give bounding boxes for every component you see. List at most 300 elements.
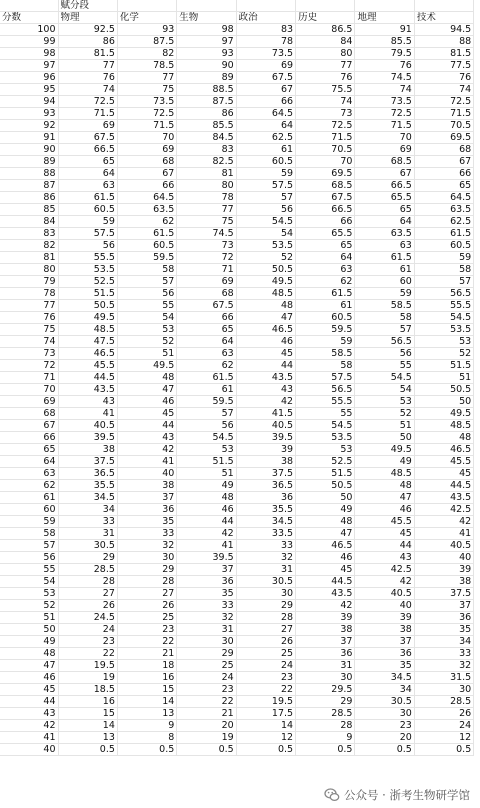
value-cell[interactable]: 71.5 [414,108,473,120]
value-cell[interactable]: 79.5 [355,48,414,60]
value-cell[interactable]: 43.5 [236,372,295,384]
value-cell[interactable]: 43 [355,552,414,564]
score-cell[interactable]: 77 [0,300,58,312]
value-cell[interactable]: 48.5 [58,324,117,336]
score-cell[interactable]: 95 [0,84,58,96]
value-cell[interactable]: 35 [355,660,414,672]
value-cell[interactable]: 71.5 [296,132,355,144]
value-cell[interactable]: 81 [177,168,236,180]
score-cell[interactable]: 41 [0,732,58,744]
value-cell[interactable]: 20 [355,732,414,744]
value-cell[interactable]: 52 [117,336,176,348]
value-cell[interactable]: 61.5 [58,192,117,204]
score-cell[interactable]: 40 [0,744,58,756]
value-cell[interactable]: 47 [117,384,176,396]
value-cell[interactable]: 54.5 [414,312,473,324]
value-cell[interactable]: 50 [355,432,414,444]
value-cell[interactable]: 43.5 [296,588,355,600]
value-cell[interactable]: 64.5 [236,108,295,120]
value-cell[interactable]: 66 [177,312,236,324]
value-cell[interactable]: 87.5 [177,96,236,108]
score-cell[interactable]: 82 [0,240,58,252]
value-cell[interactable]: 24.5 [58,612,117,624]
value-cell[interactable]: 45.5 [58,360,117,372]
value-cell[interactable]: 30.5 [236,576,295,588]
value-cell[interactable]: 55.5 [58,252,117,264]
value-cell[interactable]: 63.5 [414,204,473,216]
value-cell[interactable]: 93 [177,48,236,60]
value-cell[interactable]: 32 [236,552,295,564]
score-cell[interactable]: 93 [0,108,58,120]
value-cell[interactable]: 35 [414,624,473,636]
value-cell[interactable]: 32 [177,612,236,624]
score-header-cell[interactable]: 分数 [0,12,58,24]
score-cell[interactable]: 52 [0,600,58,612]
value-cell[interactable]: 52 [414,348,473,360]
score-cell[interactable]: 49 [0,636,58,648]
value-cell[interactable]: 70 [296,156,355,168]
value-cell[interactable]: 30 [296,672,355,684]
value-cell[interactable]: 0.5 [236,744,295,756]
value-cell[interactable]: 41 [414,528,473,540]
value-cell[interactable]: 52 [355,408,414,420]
value-cell[interactable]: 44.5 [414,480,473,492]
value-cell[interactable]: 35 [117,516,176,528]
score-cell[interactable]: 60 [0,504,58,516]
value-cell[interactable]: 52 [236,252,295,264]
value-cell[interactable]: 34.5 [355,672,414,684]
value-cell[interactable]: 37.5 [236,468,295,480]
value-cell[interactable]: 24 [58,624,117,636]
value-cell[interactable]: 58 [355,312,414,324]
value-cell[interactable]: 53 [355,396,414,408]
value-cell[interactable]: 22 [236,684,295,696]
score-cell[interactable]: 76 [0,312,58,324]
value-cell[interactable]: 45 [117,408,176,420]
value-cell[interactable]: 0.5 [296,744,355,756]
score-cell[interactable]: 79 [0,276,58,288]
score-cell[interactable]: 91 [0,132,58,144]
value-cell[interactable]: 51 [414,372,473,384]
value-cell[interactable]: 28.5 [414,696,473,708]
value-cell[interactable]: 42 [117,444,176,456]
value-cell[interactable]: 54.5 [236,216,295,228]
value-cell[interactable]: 78 [177,192,236,204]
value-cell[interactable]: 85.5 [355,36,414,48]
value-cell[interactable]: 67.5 [236,72,295,84]
value-cell[interactable]: 44.5 [296,576,355,588]
value-cell[interactable]: 56.5 [296,384,355,396]
value-cell[interactable]: 66.5 [296,204,355,216]
value-cell[interactable]: 36.5 [236,480,295,492]
value-cell[interactable]: 49 [177,480,236,492]
value-cell[interactable]: 64 [296,252,355,264]
value-cell[interactable]: 26 [414,708,473,720]
value-cell[interactable]: 66 [236,96,295,108]
value-cell[interactable]: 46.5 [414,444,473,456]
value-cell[interactable]: 0.5 [58,744,117,756]
value-cell[interactable]: 28.5 [58,564,117,576]
subject-header-politics[interactable]: 政治 [236,12,295,24]
value-cell[interactable]: 45 [236,348,295,360]
value-cell[interactable]: 74 [414,84,473,96]
subject-header-chemistry[interactable]: 化学 [117,12,176,24]
value-cell[interactable]: 55.5 [296,396,355,408]
value-cell[interactable]: 0.5 [414,744,473,756]
value-cell[interactable]: 66 [414,168,473,180]
value-cell[interactable]: 26 [117,600,176,612]
value-cell[interactable]: 50.5 [296,480,355,492]
value-cell[interactable]: 55 [296,408,355,420]
value-cell[interactable]: 40 [414,552,473,564]
score-cell[interactable]: 55 [0,564,58,576]
value-cell[interactable]: 61.5 [414,228,473,240]
value-cell[interactable]: 51.5 [296,468,355,480]
value-cell[interactable]: 60.5 [236,156,295,168]
value-cell[interactable]: 48 [414,432,473,444]
value-cell[interactable]: 64 [58,168,117,180]
value-cell[interactable]: 64 [355,216,414,228]
value-cell[interactable]: 53.5 [414,324,473,336]
value-cell[interactable]: 31.5 [414,672,473,684]
value-cell[interactable]: 74 [58,84,117,96]
value-cell[interactable]: 14 [236,720,295,732]
value-cell[interactable]: 86 [58,36,117,48]
value-cell[interactable]: 54.5 [296,420,355,432]
value-cell[interactable]: 28 [236,612,295,624]
score-cell[interactable]: 89 [0,156,58,168]
value-cell[interactable]: 8 [117,732,176,744]
value-cell[interactable]: 32 [117,540,176,552]
score-cell[interactable]: 44 [0,696,58,708]
value-cell[interactable]: 76 [58,72,117,84]
score-cell[interactable]: 94 [0,96,58,108]
subject-header-geography[interactable]: 地理 [355,12,414,24]
value-cell[interactable]: 71.5 [355,120,414,132]
value-cell[interactable]: 49.5 [117,360,176,372]
score-cell[interactable]: 100 [0,24,58,36]
score-cell[interactable]: 78 [0,288,58,300]
value-cell[interactable]: 23 [117,624,176,636]
score-cell[interactable]: 69 [0,396,58,408]
value-cell[interactable]: 72.5 [355,108,414,120]
value-cell[interactable]: 48.5 [355,468,414,480]
value-cell[interactable]: 40 [355,600,414,612]
value-cell[interactable]: 73.5 [355,96,414,108]
value-cell[interactable]: 14 [58,720,117,732]
value-cell[interactable]: 65 [355,204,414,216]
value-cell[interactable]: 61 [236,144,295,156]
value-cell[interactable]: 75.5 [296,84,355,96]
value-cell[interactable]: 27 [58,588,117,600]
score-cell[interactable]: 97 [0,60,58,72]
value-cell[interactable]: 29.5 [296,684,355,696]
value-cell[interactable]: 61 [177,384,236,396]
value-cell[interactable]: 42 [296,600,355,612]
value-cell[interactable]: 50 [414,396,473,408]
value-cell[interactable]: 36 [177,576,236,588]
value-cell[interactable]: 65 [296,240,355,252]
value-cell[interactable]: 31 [58,528,117,540]
score-cell[interactable]: 67 [0,420,58,432]
score-cell[interactable]: 99 [0,36,58,48]
score-cell[interactable]: 57 [0,540,58,552]
value-cell[interactable]: 45.5 [355,516,414,528]
value-cell[interactable]: 33 [177,600,236,612]
value-cell[interactable]: 74 [296,96,355,108]
value-cell[interactable]: 92.5 [58,24,117,36]
value-cell[interactable]: 55 [355,360,414,372]
value-cell[interactable]: 40.5 [355,588,414,600]
value-cell[interactable]: 49.5 [58,312,117,324]
blank-cell[interactable] [177,0,236,12]
value-cell[interactable]: 47.5 [58,336,117,348]
value-cell[interactable]: 19.5 [236,696,295,708]
value-cell[interactable]: 72.5 [296,120,355,132]
value-cell[interactable]: 33 [414,648,473,660]
value-cell[interactable]: 67 [355,168,414,180]
score-cell[interactable]: 51 [0,612,58,624]
value-cell[interactable]: 49 [355,456,414,468]
value-cell[interactable]: 21 [177,708,236,720]
value-cell[interactable]: 38 [58,444,117,456]
value-cell[interactable]: 53 [117,324,176,336]
value-cell[interactable]: 59.5 [177,396,236,408]
value-cell[interactable]: 39 [236,444,295,456]
value-cell[interactable]: 30 [414,684,473,696]
value-cell[interactable]: 49 [296,504,355,516]
value-cell[interactable]: 48 [355,480,414,492]
value-cell[interactable]: 78 [236,36,295,48]
value-cell[interactable]: 40.5 [414,540,473,552]
value-cell[interactable]: 56.5 [355,336,414,348]
value-cell[interactable]: 53.5 [236,240,295,252]
value-cell[interactable]: 93 [117,24,176,36]
value-cell[interactable]: 39.5 [236,432,295,444]
value-cell[interactable]: 83 [177,144,236,156]
value-cell[interactable]: 37 [296,636,355,648]
value-cell[interactable]: 22 [177,696,236,708]
value-cell[interactable]: 38 [296,624,355,636]
value-cell[interactable]: 78.5 [117,60,176,72]
value-cell[interactable]: 16 [117,672,176,684]
value-cell[interactable]: 53 [296,444,355,456]
value-cell[interactable]: 25 [236,648,295,660]
value-cell[interactable]: 27 [236,624,295,636]
value-cell[interactable]: 71.5 [117,120,176,132]
value-cell[interactable]: 54.5 [177,432,236,444]
value-cell[interactable]: 69 [236,60,295,72]
value-cell[interactable]: 76 [414,72,473,84]
value-cell[interactable]: 56 [58,240,117,252]
value-cell[interactable]: 63 [58,180,117,192]
blank-cell[interactable] [117,0,176,12]
value-cell[interactable]: 54 [117,312,176,324]
subject-header-physics[interactable]: 物理 [58,12,117,24]
value-cell[interactable]: 44 [177,516,236,528]
value-cell[interactable]: 14 [117,696,176,708]
value-cell[interactable]: 36 [296,648,355,660]
value-cell[interactable]: 98 [177,24,236,36]
value-cell[interactable]: 30 [117,552,176,564]
score-cell[interactable]: 45 [0,684,58,696]
value-cell[interactable]: 63 [296,264,355,276]
value-cell[interactable]: 38 [414,576,473,588]
value-cell[interactable]: 43 [58,396,117,408]
score-cell[interactable]: 54 [0,576,58,588]
value-cell[interactable]: 65.5 [296,228,355,240]
value-cell[interactable]: 67.5 [296,192,355,204]
value-cell[interactable]: 56 [177,420,236,432]
value-cell[interactable]: 69.5 [296,168,355,180]
value-cell[interactable]: 47 [355,492,414,504]
value-cell[interactable]: 49.5 [414,408,473,420]
score-cell[interactable]: 64 [0,456,58,468]
value-cell[interactable]: 81.5 [414,48,473,60]
value-cell[interactable]: 69 [177,276,236,288]
value-cell[interactable]: 65 [177,324,236,336]
value-cell[interactable]: 80 [177,180,236,192]
value-cell[interactable]: 35.5 [58,480,117,492]
value-cell[interactable]: 43 [117,432,176,444]
score-cell[interactable]: 98 [0,48,58,60]
value-cell[interactable]: 59.5 [296,324,355,336]
value-cell[interactable]: 57.5 [236,180,295,192]
score-cell[interactable]: 47 [0,660,58,672]
value-cell[interactable]: 53.5 [296,432,355,444]
value-cell[interactable]: 46 [177,504,236,516]
value-cell[interactable]: 17.5 [236,708,295,720]
value-cell[interactable]: 26 [236,636,295,648]
value-cell[interactable]: 12 [236,732,295,744]
value-cell[interactable]: 56.5 [414,288,473,300]
value-cell[interactable]: 43.5 [414,492,473,504]
value-cell[interactable]: 64.5 [414,192,473,204]
value-cell[interactable]: 19 [177,732,236,744]
value-cell[interactable]: 36 [414,612,473,624]
value-cell[interactable]: 46 [236,336,295,348]
value-cell[interactable]: 67 [236,84,295,96]
value-cell[interactable]: 69.5 [414,132,473,144]
value-cell[interactable]: 38 [117,480,176,492]
value-cell[interactable]: 71 [177,264,236,276]
value-cell[interactable]: 60 [355,276,414,288]
value-cell[interactable]: 39.5 [58,432,117,444]
value-cell[interactable]: 9 [117,720,176,732]
score-cell[interactable]: 71 [0,372,58,384]
value-cell[interactable]: 48 [296,516,355,528]
value-cell[interactable]: 51 [177,468,236,480]
value-cell[interactable]: 63.5 [355,228,414,240]
score-cell[interactable]: 86 [0,192,58,204]
value-cell[interactable]: 29 [236,600,295,612]
value-cell[interactable]: 36 [355,648,414,660]
value-cell[interactable]: 45 [355,528,414,540]
value-cell[interactable]: 80 [296,48,355,60]
value-cell[interactable]: 40 [117,468,176,480]
value-cell[interactable]: 18 [117,660,176,672]
value-cell[interactable]: 60.5 [296,312,355,324]
value-cell[interactable]: 76 [355,60,414,72]
value-cell[interactable]: 46 [117,396,176,408]
value-cell[interactable]: 53 [414,336,473,348]
value-cell[interactable]: 63 [355,240,414,252]
value-cell[interactable]: 9 [296,732,355,744]
value-cell[interactable]: 42.5 [355,564,414,576]
value-cell[interactable]: 53 [177,444,236,456]
value-cell[interactable]: 77 [177,204,236,216]
value-cell[interactable]: 63.5 [117,204,176,216]
value-cell[interactable]: 43.5 [58,384,117,396]
value-cell[interactable]: 41 [177,540,236,552]
value-cell[interactable]: 28.5 [296,708,355,720]
value-cell[interactable]: 57 [236,192,295,204]
value-cell[interactable]: 29 [117,564,176,576]
score-cell[interactable]: 48 [0,648,58,660]
value-cell[interactable]: 46 [355,504,414,516]
value-cell[interactable]: 51.5 [414,360,473,372]
value-cell[interactable]: 75 [117,84,176,96]
value-cell[interactable]: 72.5 [414,96,473,108]
value-cell[interactable]: 68 [414,144,473,156]
value-cell[interactable]: 58.5 [355,300,414,312]
value-cell[interactable]: 60.5 [117,240,176,252]
value-cell[interactable]: 30 [355,708,414,720]
value-cell[interactable]: 31 [177,624,236,636]
value-cell[interactable]: 74 [355,84,414,96]
value-cell[interactable]: 56 [236,204,295,216]
value-cell[interactable]: 62 [296,276,355,288]
value-cell[interactable]: 88 [414,36,473,48]
value-cell[interactable]: 31 [236,564,295,576]
value-cell[interactable]: 61.5 [117,228,176,240]
value-cell[interactable]: 68.5 [355,156,414,168]
value-cell[interactable]: 81.5 [58,48,117,60]
value-cell[interactable]: 44 [355,540,414,552]
value-cell[interactable]: 52.5 [58,276,117,288]
value-cell[interactable]: 30 [236,588,295,600]
value-cell[interactable]: 94.5 [414,24,473,36]
value-cell[interactable]: 41 [117,456,176,468]
value-cell[interactable]: 23 [177,684,236,696]
value-cell[interactable]: 69 [355,144,414,156]
value-cell[interactable]: 23 [58,636,117,648]
value-cell[interactable]: 70 [117,132,176,144]
value-cell[interactable]: 0.5 [117,744,176,756]
score-cell[interactable]: 92 [0,120,58,132]
value-cell[interactable]: 44 [236,360,295,372]
value-cell[interactable]: 38 [236,456,295,468]
score-cell[interactable]: 83 [0,228,58,240]
value-cell[interactable]: 59.5 [117,252,176,264]
value-cell[interactable]: 33.5 [236,528,295,540]
value-cell[interactable]: 42 [414,516,473,528]
value-cell[interactable]: 55.5 [414,300,473,312]
value-cell[interactable]: 40.5 [236,420,295,432]
value-cell[interactable]: 44.5 [58,372,117,384]
score-cell[interactable]: 90 [0,144,58,156]
value-cell[interactable]: 24 [414,720,473,732]
value-cell[interactable]: 13 [117,708,176,720]
value-cell[interactable]: 59 [355,288,414,300]
value-cell[interactable]: 45.5 [414,456,473,468]
value-cell[interactable]: 64 [236,120,295,132]
value-cell[interactable]: 42 [236,396,295,408]
score-cell[interactable]: 53 [0,588,58,600]
value-cell[interactable]: 33 [117,528,176,540]
value-cell[interactable]: 0.5 [355,744,414,756]
value-cell[interactable]: 67.5 [177,300,236,312]
